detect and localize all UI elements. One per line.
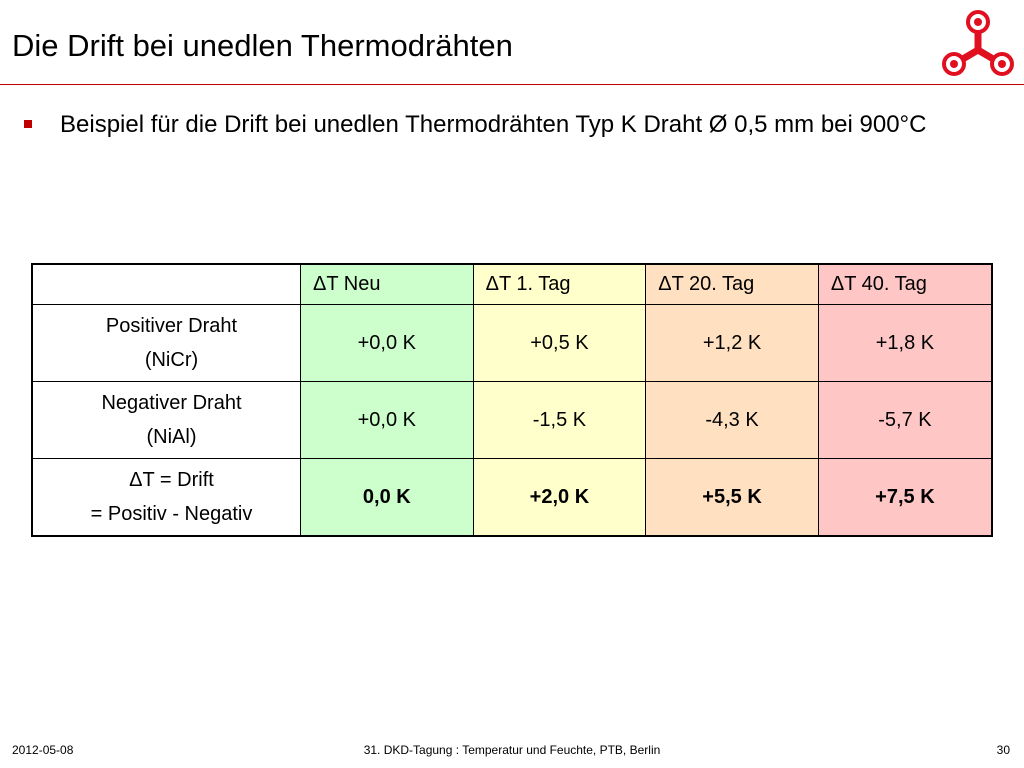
table-header-cell: ΔT 1. Tag bbox=[473, 264, 646, 305]
drift-table bbox=[31, 263, 993, 537]
footer-date: 2012-05-08 bbox=[12, 743, 74, 757]
table-row bbox=[32, 305, 992, 382]
triskelion-logo-icon bbox=[936, 6, 1020, 82]
table-cell: +2,0 K bbox=[473, 459, 646, 537]
table-cell: +7,5 K bbox=[818, 459, 992, 537]
table-cell: 0,0 K bbox=[300, 459, 473, 537]
bullet-item bbox=[24, 108, 984, 142]
table-cell: -4,3 K bbox=[646, 382, 819, 459]
table-header-cell bbox=[32, 264, 300, 305]
table-cell: -1,5 K bbox=[473, 382, 646, 459]
table-header-cell: ΔT 40. Tag bbox=[818, 264, 992, 305]
table-row-total bbox=[32, 459, 992, 537]
row-label-line2: (NiCr) bbox=[144, 349, 199, 371]
table-cell: +1,8 K bbox=[818, 305, 992, 382]
row-label-line2: (NiAl) bbox=[146, 426, 197, 448]
table-cell: +0,0 K bbox=[300, 382, 473, 459]
page-number: 30 bbox=[996, 743, 1010, 757]
row-label bbox=[32, 305, 300, 382]
row-label-line2: = Positiv - Negativ bbox=[90, 503, 253, 525]
table-cell: +1,2 K bbox=[646, 305, 819, 382]
slide-title: Die Drift bei unedlen Thermodrähten bbox=[12, 28, 513, 63]
row-label-line1: Positiver Draht bbox=[105, 315, 238, 337]
table-row bbox=[32, 382, 992, 459]
bullet-square-icon bbox=[24, 120, 32, 128]
table-cell: +0,5 K bbox=[473, 305, 646, 382]
table-cell: +5,5 K bbox=[646, 459, 819, 537]
footer-event: 31. DKD-Tagung : Temperatur und Feuchte, PTB, Berlin bbox=[363, 743, 661, 757]
table-cell: -5,7 K bbox=[818, 382, 992, 459]
table-cell: +0,0 K bbox=[300, 305, 473, 382]
row-label bbox=[32, 382, 300, 459]
title-divider bbox=[0, 84, 1024, 85]
table-header-cell: ΔT 20. Tag bbox=[646, 264, 819, 305]
row-label-line1: ΔT = Drift bbox=[129, 469, 214, 491]
row-label bbox=[32, 459, 300, 537]
bullet-text: Beispiel für die Drift bei unedlen Thermodrähten Typ K Draht Ø 0,5 mm bei 900°C bbox=[60, 111, 927, 138]
table-header-row bbox=[32, 264, 992, 305]
table-header-cell: ΔT Neu bbox=[300, 264, 473, 305]
row-label-line1: Negativer Draht bbox=[101, 392, 242, 414]
